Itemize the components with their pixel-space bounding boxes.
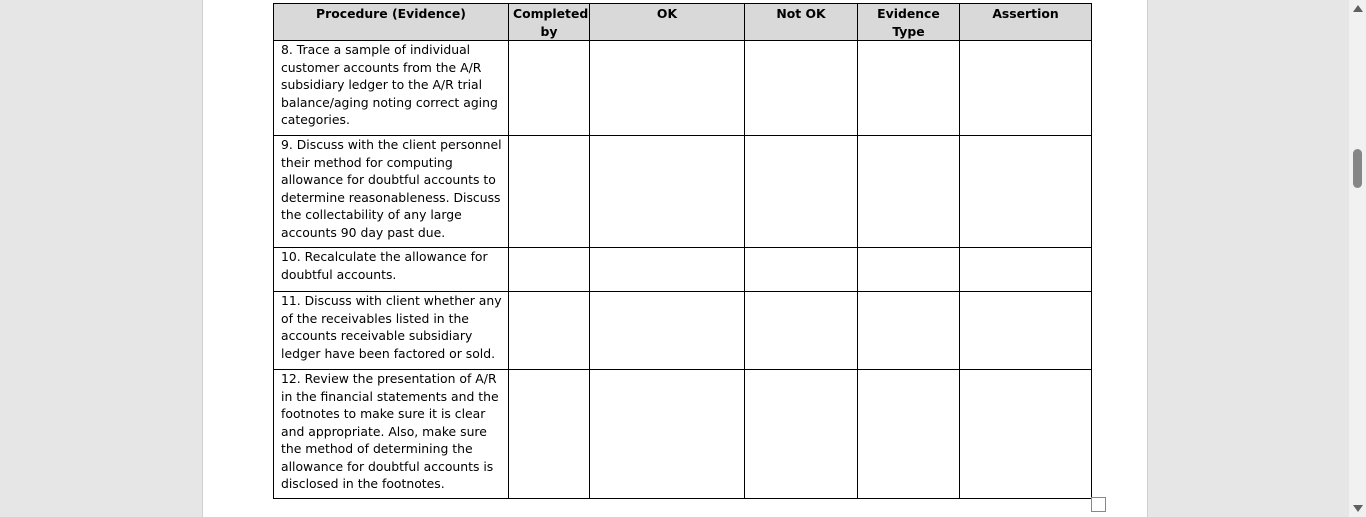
assertion-cell[interactable] [960,370,1092,499]
table-row [274,248,1092,292]
chevron-up-icon[interactable] [1353,5,1363,12]
ok-cell[interactable] [590,41,745,136]
evidence-type-cell[interactable] [858,370,960,499]
ok-cell[interactable] [590,292,745,370]
ok-cell[interactable] [590,370,745,499]
table-row [274,292,1092,370]
evidence-type-cell[interactable] [858,136,960,248]
assertion-cell[interactable] [960,248,1092,292]
assertion-cell[interactable] [960,292,1092,370]
evidence-type-cell[interactable] [858,248,960,292]
completed-by-cell[interactable] [509,370,590,499]
not-ok-cell[interactable] [745,41,858,136]
table-row [274,41,1092,136]
completed-by-cell[interactable] [509,292,590,370]
not-ok-cell[interactable] [745,136,858,248]
header-procedure[interactable]: Procedure (Evidence) [274,4,509,41]
table-row [274,136,1092,248]
document-page[interactable] [202,0,1148,517]
procedure-cell[interactable]: 8. Trace a sample of individual customer accounts from the A/R subsidiary ledger to the A/R trial balance/aging noting correct aging categories. [274,41,509,136]
ok-cell[interactable] [590,136,745,248]
procedure-cell[interactable]: 11. Discuss with client whether any of the receivables listed in the accounts receivable subsidiary ledger have been factored or sold. [274,292,509,370]
table-header-row [274,4,1092,41]
completed-by-cell[interactable] [509,136,590,248]
not-ok-cell[interactable] [745,292,858,370]
ok-cell[interactable] [590,248,745,292]
assertion-cell[interactable] [960,41,1092,136]
header-not-ok[interactable]: Not OK [745,4,858,41]
completed-by-cell[interactable] [509,41,590,136]
assertion-cell[interactable] [960,136,1092,248]
evidence-type-cell[interactable] [858,292,960,370]
audit-procedures-table [273,3,1092,499]
header-completed-by[interactable]: Completed by [509,4,590,41]
procedure-cell[interactable]: 10. Recalculate the allowance for doubtful accounts. [274,248,509,292]
not-ok-cell[interactable] [745,370,858,499]
vertical-scrollbar[interactable] [1349,0,1366,517]
procedure-cell[interactable]: 12. Review the presentation of A/R in the financial statements and the footnotes to make sure it is clear and appropriate. Also, make sure the method of determining the allowance for doubtful accounts is disclosed in the footnotes. [274,370,509,499]
header-assertion[interactable]: Assertion [960,4,1092,41]
evidence-type-cell[interactable] [858,41,960,136]
completed-by-cell[interactable] [509,248,590,292]
header-evidence-type[interactable]: Evidence Type [858,4,960,41]
procedure-cell[interactable]: 9. Discuss with the client personnel their method for computing allowance for doubtful accounts to determine reasonableness. Discuss the collectability of any large accounts 90 day past due. [274,136,509,248]
chevron-down-icon[interactable] [1353,505,1363,512]
scrollbar-thumb[interactable] [1353,149,1362,188]
header-ok[interactable]: OK [590,4,745,41]
not-ok-cell[interactable] [745,248,858,292]
table-row [274,370,1092,499]
table-end-marker-icon [1091,497,1106,512]
